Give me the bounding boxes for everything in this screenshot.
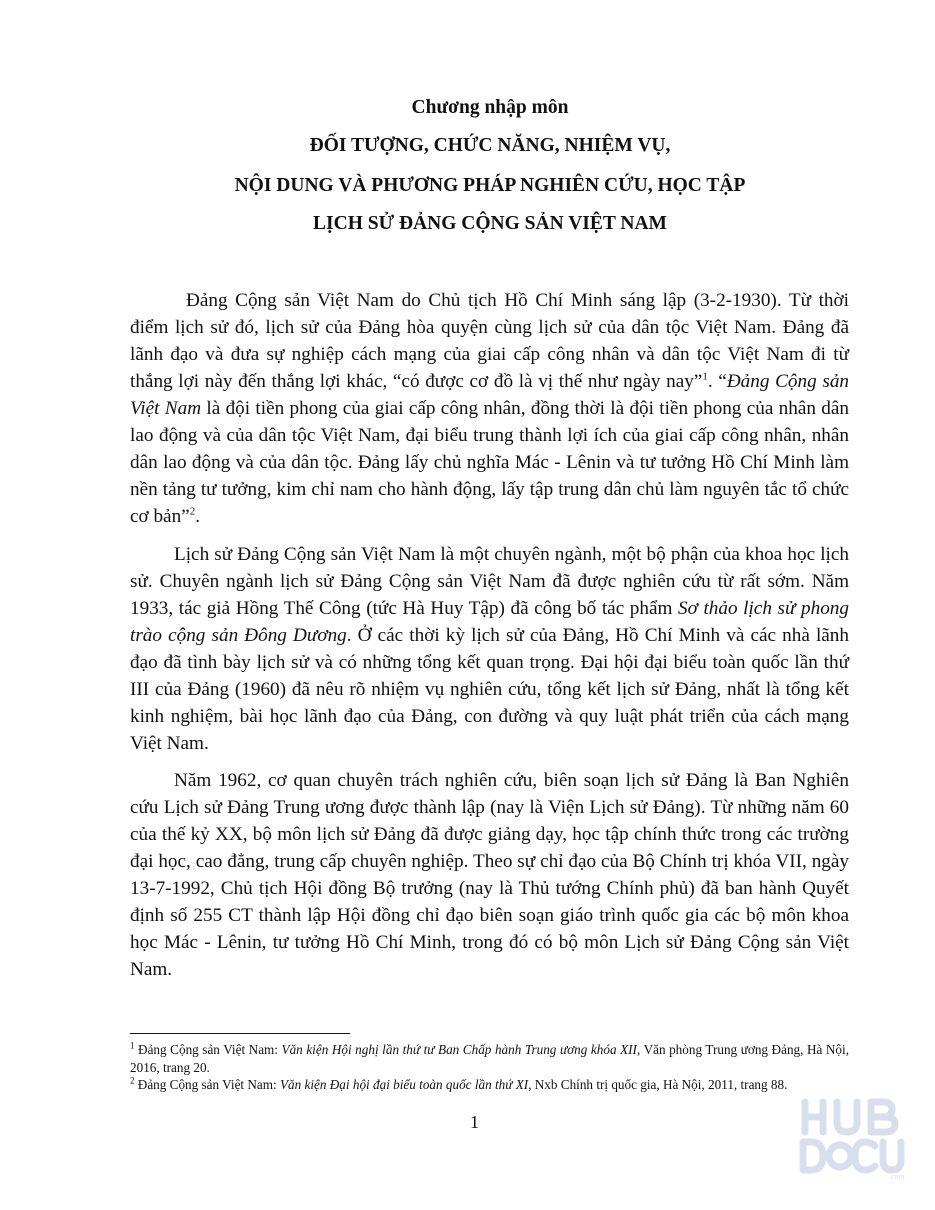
watermark-suffix: .com — [889, 1174, 905, 1180]
title-line-3: LỊCH SỬ ĐẢNG CỘNG SẢN VIỆT NAM — [313, 213, 667, 234]
paragraph-1-text-c: là đội tiền phong của giai cấp công nhân, đồng thời là đội tiền phong của nhân dân lao động và của dân tộc Việt Nam, đại biểu trung thành lợi ích của giai cấp công nhân, nhân dân lao động và của dân tộc. Đảng lấy chủ nghĩa Mác - Lênin và tư tưởng Hồ Chí Minh làm nền tảng tư tưởng, kim chỉ nam cho hành động, lấy tập trung dân chủ làm nguyên tắc tổ chức cơ bản” — [130, 398, 849, 527]
paragraph-3: Năm 1962, cơ quan chuyên trách nghiên cứu, biên soạn lịch sử Đảng là Ban Nghiên cứu Lịch sử Đảng Trung ương được thành lập (nay là Viện Lịch sử Đảng). Từ những năm 60 của thế kỷ XX, bộ môn lịch sử Đảng đã được giảng dạy, học tập chính thức trong các trường đại học, cao đẳng, trung cấp chuyên nghiệp. Theo sự chỉ đạo của Bộ Chính trị khóa VII, ngày 13-7-1992, Chủ tịch Hội đồng Bộ trưởng (nay là Thủ tướng Chính phủ) đã ban hành Quyết định số 255 CT thành lập Hội đồng chỉ đạo biên soạn giáo trình quốc gia các bộ môn khoa học Mác - Lênin, tư tưởng Hồ Chí Minh, trong đó có bộ môn Lịch sử Đảng Cộng sản Việt Nam. — [130, 770, 849, 980]
paragraph-1-text-b: . “ — [707, 371, 727, 392]
paragraph-2-text-a: Lịch sử Đảng Cộng sản Việt Nam là một chuyên ngành, một bộ phận của khoa học lịch sử. Chuyên ngành lịch sử Đảng Cộng sản Việt Nam đã được nghiên cứu từ rất sớm. Năm 1933, tác giả Hồng Thế Công (tức Hà Huy Tập) đã công bố tác phẩm — [130, 543, 849, 619]
footnote-ref-1[interactable]: 1 — [702, 370, 708, 383]
paragraph-1-text-d: . — [195, 506, 200, 527]
footnote-1-text-a: Đảng Cộng sản Việt Nam: — [134, 1042, 282, 1057]
chapter-title: Chương nhập môn — [411, 97, 569, 118]
title-line-2: NỘI DUNG VÀ PHƯƠNG PHÁP NGHIÊN CỨU, HỌC TẬP — [234, 175, 746, 196]
body-text — [130, 287, 849, 994]
footnote-1-italic: Văn kiện Hội nghị lần thứ tư Ban Chấp hành Trung ương khóa XII — [281, 1042, 637, 1057]
paragraph-1-text-a: Đảng Cộng sản Việt Nam do Chủ tịch Hồ Chí Minh sáng lập (3-2-1930). Từ thời điểm lịch sử đó, lịch sử của Đảng hòa quyện cùng lịch sử của dân tộc Việt Nam. Đảng đã lãnh đạo và đưa sự nghiệp cách mạng của giai cấp công nhân và dân tộc Việt Nam đi từ thắng lợi này đến thắng lợi khác, “có được cơ đồ là vị thế như ngày nay” — [130, 290, 849, 392]
hubdocu-watermark-logo — [797, 1098, 907, 1180]
footnotes — [130, 1041, 849, 1094]
title-line-1: ĐỐI TƯỢNG, CHỨC NĂNG, NHIỆM VỤ, — [309, 135, 671, 156]
footnote-2-text-b: , Nxb Chính trị quốc gia, Hà Nội, 2011, trang 88. — [528, 1077, 788, 1092]
footnote-2 — [130, 1076, 849, 1094]
footnote-2-italic: Văn kiện Đại hội đại biểu toàn quốc lần thứ XI — [279, 1077, 529, 1092]
footnote-1-text-b: , Văn phòng Trung ương Đảng, Hà Nội, 2016, trang 20. — [130, 1042, 849, 1075]
footnote-separator — [130, 1033, 350, 1034]
page-number: 1 — [470, 1112, 479, 1132]
footnote-2-text-a: Đảng Cộng sản Việt Nam: — [134, 1077, 280, 1092]
footnote-1 — [130, 1041, 849, 1076]
footnote-ref-2[interactable]: 2 — [189, 505, 196, 518]
footnote-1-number: 1 — [130, 1040, 135, 1051]
footnote-2-number: 2 — [130, 1075, 135, 1086]
paragraph-2 — [130, 541, 849, 757]
paragraph-1-italic: Đảng Cộng sản Việt Nam — [130, 371, 850, 419]
paragraph-2-italic: Sơ thảo lịch sử phong trào cộng sản Đông Dương — [130, 597, 849, 646]
paragraph-2-text-b: . Ở các thời kỳ lịch sử của Đảng, Hồ Chí Minh và các nhà lãnh đạo đã tình bày lịch sử và có những tổng kết quan trọng. Đại hội đại biểu toàn quốc lần thứ III của Đảng (1960) đã nêu rõ nhiệm vụ nghiên cứu, tổng kết lịch sử Đảng, nhất là tổng kết kinh nghiệm, bài học lãnh đạo của Đảng, con đường và quy luật phát triển của cách mạng Việt Nam. — [130, 624, 849, 754]
paragraph-1 — [130, 287, 849, 530]
